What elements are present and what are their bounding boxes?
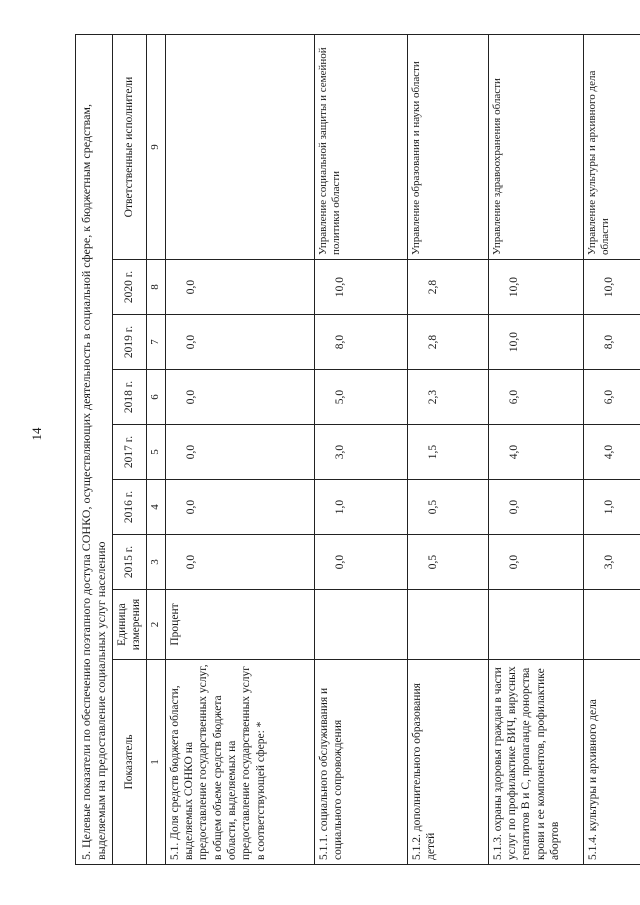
table-row [488,35,583,865]
header-year: 2017 г. [113,425,147,480]
column-number: 6 [146,370,165,425]
responsible-cell: Управление образования и науки области [407,35,488,260]
header-year: 2020 г. [113,260,147,315]
column-number: 2 [146,590,165,660]
value-cell: 8,0 [583,315,640,370]
value-cell: 2,8 [407,260,488,315]
value-cell: 0,0 [165,535,314,590]
value-cell: 10,0 [488,260,583,315]
section-caption: 5. Целевые показатели по обеспечению поэтапного доступа СОНКО, осуществляющих деятельность в социальной сфере, к бюджетным средствам, выделяемым на предоставление социальных услуг населению [76,35,113,865]
column-number: 4 [146,480,165,535]
responsible-cell: Управление социальной защиты и семейной политики области [314,35,407,260]
value-cell: 0,0 [165,260,314,315]
value-cell: 3,0 [583,535,640,590]
value-cell: 10,0 [314,260,407,315]
unit-cell [407,590,488,660]
indicator-cell: 5.1.1. социального обслуживания и социального сопровождения [314,660,407,865]
unit-cell: Процент [165,590,314,660]
indicator-cell: 5.1.3. охраны здоровья граждан в части услуг по профилактике ВИЧ, вирусных гепатитов В и С, пропаганде донорства крови и ее компонентов, профилактике абортов [488,660,583,865]
column-number-row [146,35,165,865]
page-number: 14 [29,427,44,441]
value-cell: 0,0 [165,480,314,535]
column-number: 8 [146,260,165,315]
table-row [583,35,640,865]
value-cell: 4,0 [488,425,583,480]
value-cell: 0,0 [165,425,314,480]
value-cell: 4,0 [583,425,640,480]
column-number: 5 [146,425,165,480]
value-cell: 8,0 [314,315,407,370]
value-cell: 0,0 [165,315,314,370]
column-number: 3 [146,535,165,590]
value-cell: 1,5 [407,425,488,480]
header-year: 2018 г. [113,370,147,425]
responsible-cell: Управление здравоохранения области [488,35,583,260]
value-cell: 0,0 [165,370,314,425]
table-row [165,35,314,865]
unit-cell [488,590,583,660]
table-row [314,35,407,865]
header-year: 2019 г. [113,315,147,370]
header-year: 2015 г. [113,535,147,590]
responsible-cell: Управление культуры и архивного дела области [583,35,640,260]
column-number: 1 [146,660,165,865]
column-number: 7 [146,315,165,370]
responsible-cell [165,35,314,260]
value-cell: 5,0 [314,370,407,425]
value-cell: 0,5 [407,535,488,590]
header-responsible: Ответственные исполнители [113,35,147,260]
indicators-table [75,34,640,865]
value-cell: 6,0 [488,370,583,425]
column-number: 9 [146,35,165,260]
indicator-cell: 5.1.2. дополнительного образования детей [407,660,488,865]
indicator-cell: 5.1.4. культуры и архивного дела [583,660,640,865]
header-unit: Единица измерения [113,590,147,660]
table-row [407,35,488,865]
value-cell: 0,5 [407,480,488,535]
value-cell: 2,3 [407,370,488,425]
value-cell: 10,0 [488,315,583,370]
value-cell: 3,0 [314,425,407,480]
value-cell: 1,0 [314,480,407,535]
header-year: 2016 г. [113,480,147,535]
header-indicator: Показатель [113,660,147,865]
value-cell: 6,0 [583,370,640,425]
unit-cell [314,590,407,660]
value-cell: 1,0 [583,480,640,535]
value-cell: 0,0 [314,535,407,590]
indicator-cell: 5.1. Доля средств бюджета области, выделяемых СОНКО на предоставление государственных услуг, в общем объеме средств бюджета области, выделяемых на предоставление государственных услуг в соответствующей сфере: * [165,660,314,865]
value-cell: 0,0 [488,535,583,590]
value-cell: 0,0 [488,480,583,535]
unit-cell [583,590,640,660]
value-cell: 2,8 [407,315,488,370]
document-sheet [75,35,615,865]
value-cell: 10,0 [583,260,640,315]
